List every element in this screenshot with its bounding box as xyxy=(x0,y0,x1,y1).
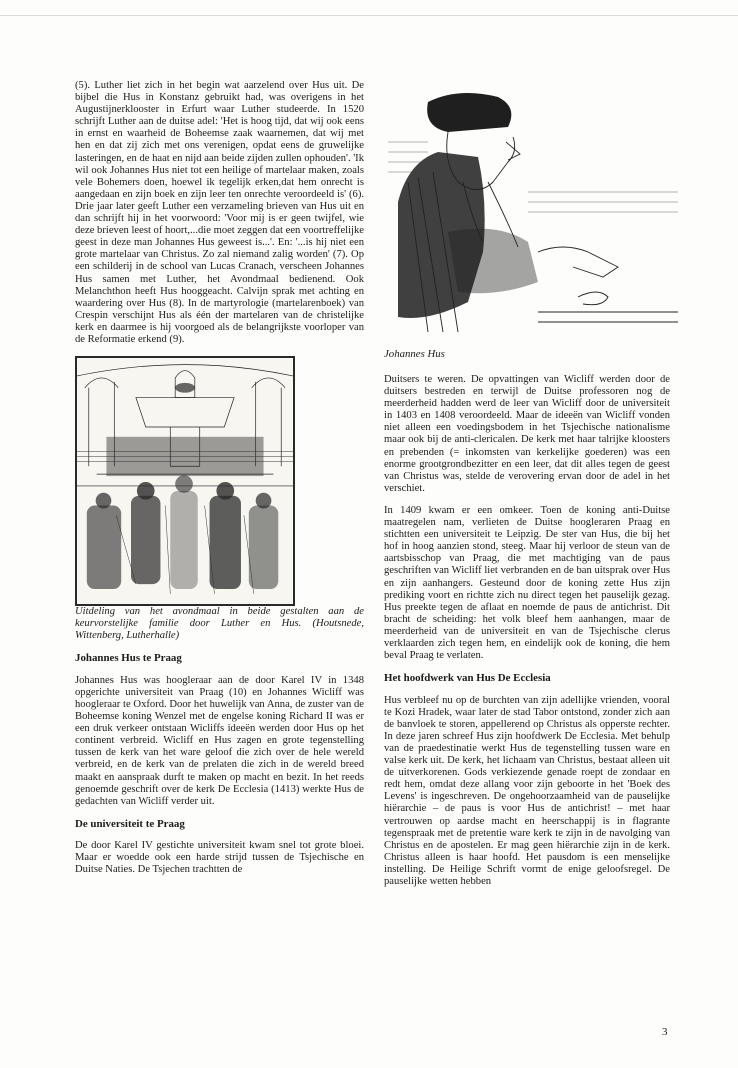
paragraph-hus-te-praag: Johannes Hus was hoogleraar aan de door Karel IV in 1348 opgerichte universiteit van Praag (10) en Johannes Wicliff was hoogleraar te Oxford. Door het huwelijk van Anna, de zuster van de Boheemse koning Wenzel met de engelse koning Richard II was er een druk verkeer ontstaan Wicliffs ideeën werden door Hus op het continent verbreid. Wicliff en Hus zagen en grote tegenstelling tussen de kerk van het ware geloof die zich over de hele wereld verbreid, en de kerk van de prelaten die zich in de wereld breed maakt en aanspraak durft te maken op macht en bezit. In het reeds genoemde geschrift over de kerk De Ecclesia (1413) werkte Hus de gedachten van Wicliff verder uit. xyxy=(75,674,364,807)
left-column xyxy=(75,80,364,886)
paragraph-universiteit: De door Karel IV gestichte universiteit kwam snel tot grote bloei. Maar er woedde ook een harde strijd tussen de Tsjechische en Duitse Naties. De Tsjechen trachtten de xyxy=(75,840,364,876)
paragraph-omkeer-1409: In 1409 kwam er een omkeer. Toen de koning anti-Duitse maatregelen nam, verlieten de Duitse hoogleraren Praag en stichtten een universiteit te Leipzig. De ster van Hus, die bij het hof in hoog aanzien stond, steeg. Maar hij verloor de steun van de aartsbisschop van Praag, die met machtiging van de paus geschriften van Wicliff liet verbranden en de ban uitsprak over Hus en zijn aanhangers. Gesteund door de koning zette Hus zijn prediking voort en richtte zich nu direct tegen het pauselijk gezag. Hus preekte tegen de aflaat en noemde de paus de antichrist. Dit bracht de scheiding: het volk bleef hem aanhangen, maar de meerderheid van de universiteit en van de Tsjechische clerus verklaarden zich tegen hem, en eindelijk ook de koning, die hem beval Praag te verlaten. xyxy=(384,504,670,662)
page-number: 3 xyxy=(662,1026,668,1038)
right-column xyxy=(384,374,670,898)
paragraph-de-ecclesia: Hus verbleef nu op de burchten van zijn adellijke vrienden, vooral te Kozi Hradek, waar later de stad Tabor ontstond, zonder zich aan de banvloek te storen, appellerend op Christus als opperste rechter. In deze jaren schreef Hus zijn hoofdwerk De Ecclesia. Met behulp van de praedestinatie werkt Hus de tegenstelling tussen ware en valse kerk uit. De kerk, het lichaam van Christus, bestaat alleen uit de uitverkorenen. Gods verkiezende genade roept de zondaar en redt hem, omdat deze allang voor zijn geboorte in het 'Boek des Levens' is ingeschreven. De ongehoorzaamheid van de pauselijke hiërarchie – de paus is voor Hus de antichrist! – met haar vertrouwen op aardse macht en heerschappij is in flagrante tegenspraak met de pretentie ware kerk te zijn in de navolging van Christus en de apostelen. Er mag geen hiërarchie zijn in de kerk. Christus alleen is haar hoofd. Het pausdom is een menselijke instelling. De Heilige Schrift vormt de enige geloofsregel. De pauselijke wetten hebben xyxy=(384,694,670,887)
intro-paragraph: (5). Luther liet zich in het begin wat aarzelend over Hus uit. De bijbel die Hus in Konstanz gebruikt had, was overigens in het Augustijnerklooster in Erfurt waar Luther studeerde. In 1520 schrijft Luther aan de duitse adel: 'Het is hoog tijd, dat wij ook eens in ernst en waarheid de Boheemse zaak waarnemen, dat wij met hen en dat zij zich met ons verenigen, opdat eens de gruwelijke lasteringen, en de haat en nijd aan beide zijden zullen ophouden'. 'Ik wil ook Johannes Hus niet tot een heilige of martelaar maken, zoals vele Bohemers doen, hoewel ik tegelijk erken,dat hem onrecht is aangedaan en zijn boek en zijn leer ten onrechte veroordeeld is' (6). Drie jaar later geeft Luther een verzameling brieven van Hus uit en dan schrijft hij in het voorwoord: 'Voor mij is er geen twijfel, wie deze brieven leest of hoort,...die moet zeggen dat een voortreffelijke geest in deze man Johannes Hus geweest is...'. En: '...is hij niet een grote martelaar van Christus. Zo zal niemand zalig worden' (7). Op een schilderij in de school van Lucas Cranach, verscheen Johannes Hus samen met Luther, het Avondmaal bedienend. Ook Melanchthon heeft Hus hooggeacht. Calvijn sprak met achting en waardering over Hus (8). In de martyrologie (martelarenboek) van Crespin verschijnt Hus als één der martelaren van de christelijke kerk en daarmee is hij voorgoed als de belangrijkste voorloper van de Reformatie erkend (9). xyxy=(75,80,364,345)
woodcut-lords-supper-image xyxy=(75,356,295,606)
heading-de-ecclesia: Het hoofdwerk van Hus De Ecclesia xyxy=(384,672,551,685)
portrait-johannes-hus-image xyxy=(388,82,678,344)
heading-hus-te-praag: Johannes Hus te Praag xyxy=(75,652,182,665)
supper-caption: Uitdeling van het avondmaal in beide gestalten aan de keurvorstelijke familie door Luther en Hus. (Houtsnede, Wittenberg, Lutherhalle) xyxy=(75,606,364,642)
heading-universiteit: De universiteit te Praag xyxy=(75,817,185,830)
top-rule xyxy=(0,15,738,16)
hus-portrait-caption: Johannes Hus xyxy=(384,348,445,360)
paragraph-duitsers: Duitsers te weren. De opvattingen van Wicliff werden door de duitsers bestreden en terwijl de Duitse professoren nog de meerderheid hadden werd de leer van Wicliff door de universiteit in 1403 en 1408 veroordeeld. Maar de ideeën van Wicliff vonden niet alleen een voedingsbodem in het Tsjechische nationalisme maar ook bij de anti-clericalen. De kerk met haar talrijke kloosters en prebenden (= inkomsten van kerkelijke goederen) was een enorme grootgrondbezitter en een leer, dat dit alles tegen de geest van Christus was, stelde de verovering ervan door de adel in het verschiet. xyxy=(384,374,670,494)
